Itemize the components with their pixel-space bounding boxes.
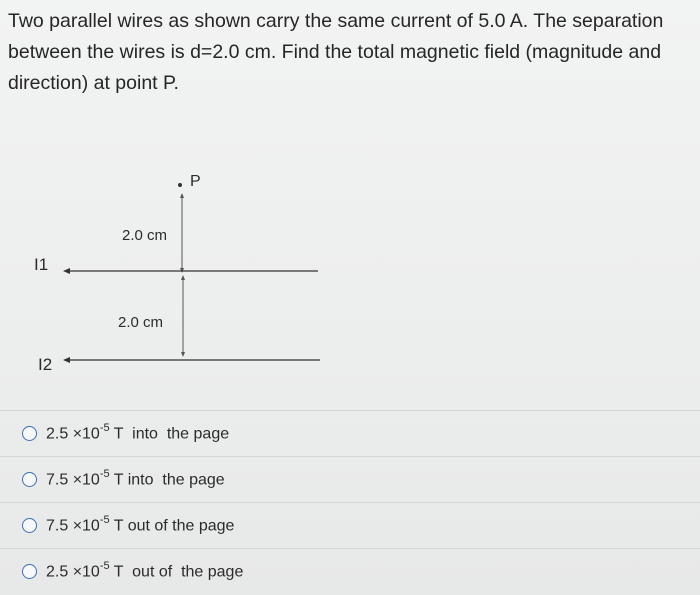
radio-button-1[interactable]: [22, 426, 37, 441]
lower-arrow-head-bottom: [181, 352, 185, 357]
question-text: [8, 6, 693, 99]
question-line-1: Two parallel wires as shown carry the same current of 5.0 A. The separation: [8, 10, 664, 32]
option-1[interactable]: [0, 410, 700, 456]
option-2-text: $7.5 \times 10^{-5}$ T into the page: [46, 468, 225, 489]
option-1-text: $2.5 \times 10^{-5}$ T into the page: [46, 422, 230, 443]
option-3[interactable]: [0, 502, 700, 548]
option-4[interactable]: [0, 548, 700, 594]
upper-arrow-head-top: [180, 193, 184, 198]
option-2[interactable]: [0, 456, 700, 502]
diagram-drawing: [0, 165, 360, 385]
lower-arrow-head-top: [181, 275, 185, 280]
upper-distance-label: 2.0 cm: [122, 227, 168, 244]
point-p-dot: [178, 183, 182, 187]
point-p-label: P: [190, 173, 201, 190]
wire-i2-label: I2: [38, 355, 53, 374]
radio-button-2[interactable]: [22, 472, 37, 487]
answer-options: [0, 410, 700, 594]
wire-diagram: [0, 165, 360, 385]
wire-i2-arrow: [63, 357, 70, 363]
question-line-3: direction) at point P.: [8, 72, 179, 94]
option-4-text: $2.5 \times 10^{-5}$ T out of the page: [46, 560, 244, 581]
option-3-text: $7.5 \times 10^{-5}$ T out of the page: [46, 514, 235, 535]
lower-distance-label: 2.0 cm: [118, 314, 164, 331]
wire-i1-label: I1: [34, 255, 49, 274]
question-line-2: between the wires is d=2.0 cm. Find the total magnetic field (magnitude and: [8, 41, 662, 63]
radio-button-4[interactable]: [22, 564, 37, 579]
radio-button-3[interactable]: [22, 518, 37, 533]
wire-i1-arrow: [63, 268, 70, 274]
